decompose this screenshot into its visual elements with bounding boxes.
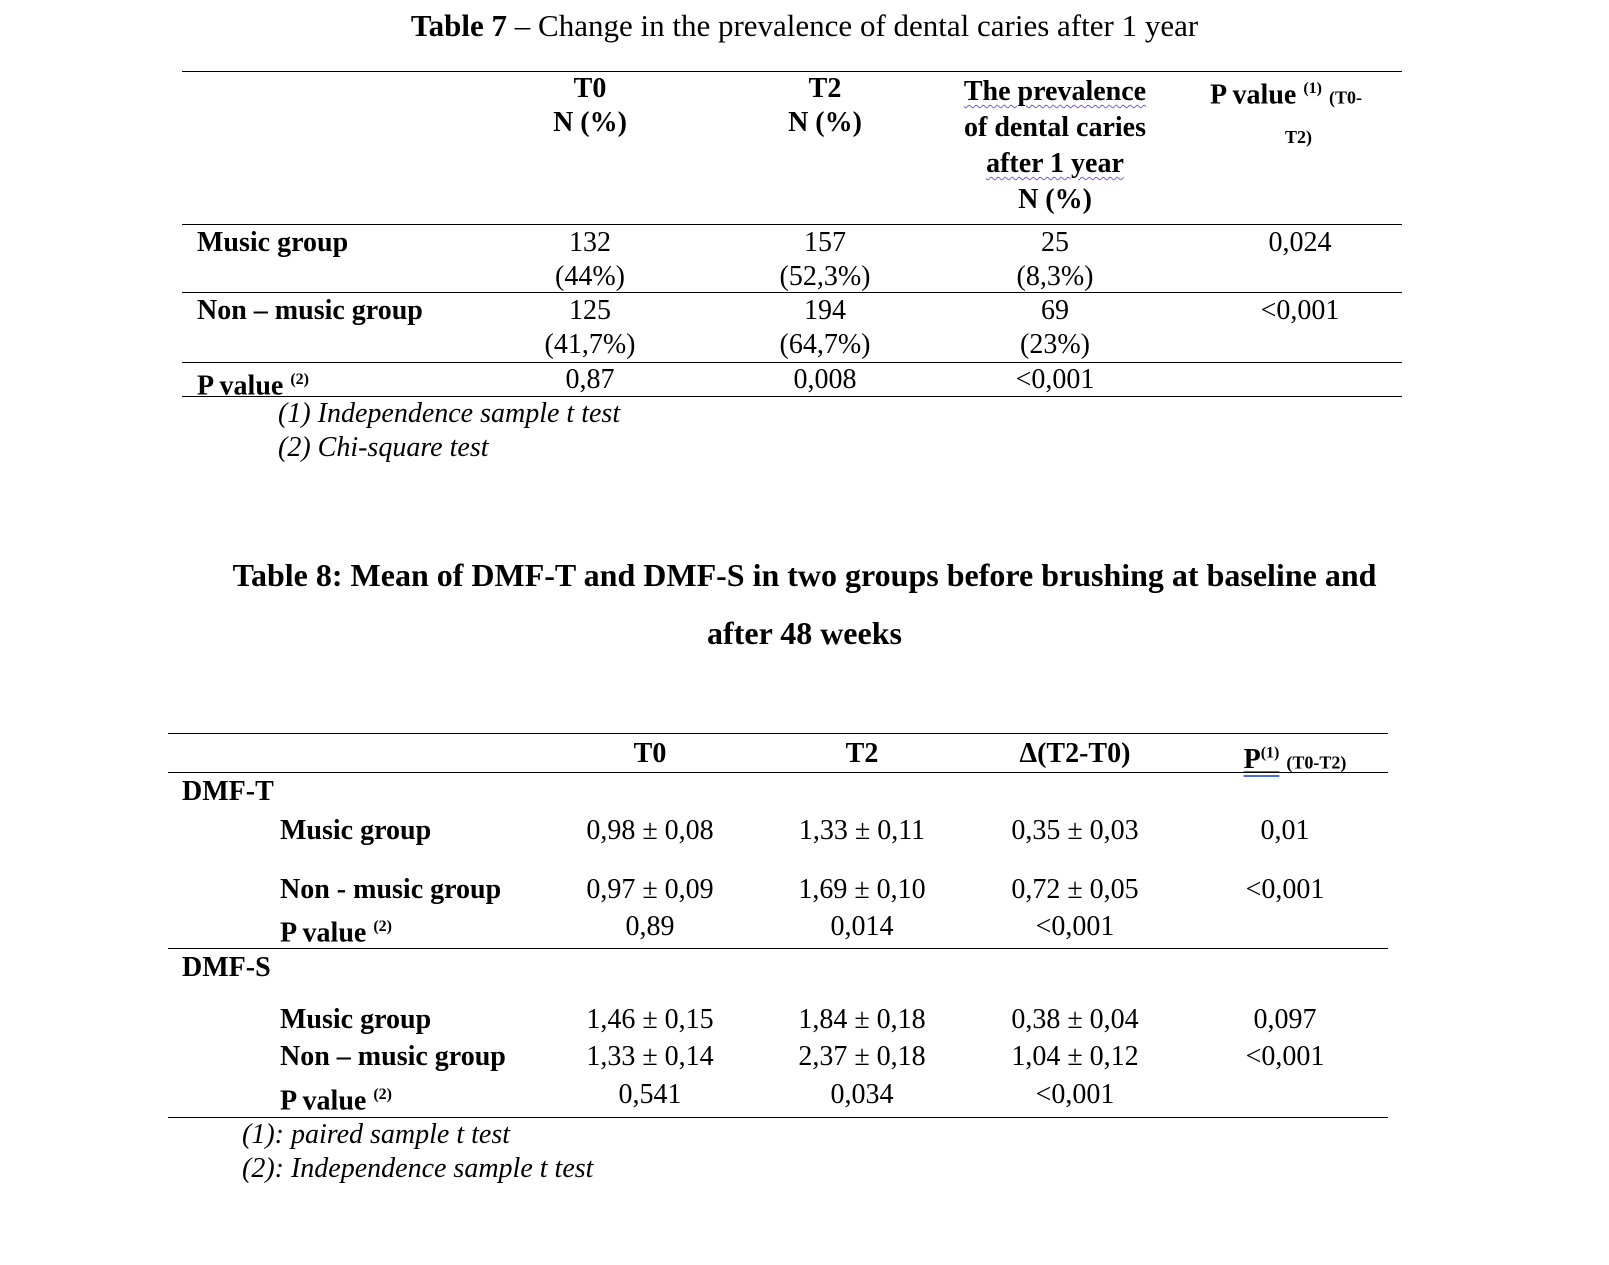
table8-header-t2: T2 (845, 738, 879, 769)
table8-dmft-nonmusic-delta: 0,72 ± 0,05 (1011, 874, 1139, 905)
table7-header-pvalue (1210, 72, 1410, 147)
table7-row-nonmusic-t0 (480, 294, 700, 362)
table7-note-1: (1) Independence sample t test (278, 398, 621, 429)
table7-header-t2 (735, 72, 915, 140)
table8-dmfs-nonmusic-delta: 1,04 ± 0,12 (1011, 1041, 1139, 1072)
table7-row-music-prev (945, 226, 1165, 294)
table7-row-nonmusic-t2 (715, 294, 935, 362)
table8-dmft-pvalue-t0: 0,89 (625, 911, 675, 942)
table7-row-nonmusic-t0-pct: (41,7%) (544, 329, 636, 360)
table7-header-rule (182, 224, 1402, 225)
table8-header-t0: T0 (633, 738, 667, 769)
table8-dmft-pvalue-label-text: P value (280, 917, 367, 949)
table8-dmfs-nonmusic-t0: 1,33 ± 0,14 (586, 1041, 714, 1072)
table7-header-prev-line3: after 1 year (986, 148, 1124, 179)
table8-dmfs-label: DMF-S (182, 952, 271, 983)
table8-dmft-nonmusic-t2: 1,69 ± 0,10 (798, 874, 926, 905)
table7-row-nonmusic-t2-pct: (64,7%) (779, 329, 871, 360)
table8-dmft-nonmusic-p: <0,001 (1245, 874, 1325, 905)
table8-dmfs-nonmusic-label: Non – music group (280, 1041, 506, 1072)
table7-row-nonmusic-prev (945, 294, 1165, 362)
table8-title-line2: after 48 weeks (707, 615, 902, 651)
table7-row-rule-1 (182, 292, 1402, 293)
table8-note-1: (1): paired sample t test (242, 1119, 511, 1150)
table7-row-music-t0-pct: (44%) (555, 261, 625, 292)
table7-note-2: (2) Chi-square test (278, 432, 489, 463)
table7-row-nonmusic-p: <0,001 (1260, 295, 1340, 326)
table7-row-music-label: Music group (197, 227, 349, 258)
table8-dmft-music-label: Music group (280, 815, 432, 846)
table7-row-music-t2-pct: (52,3%) (779, 261, 871, 292)
table7-pvalue-prev: <0,001 (1015, 364, 1095, 395)
table8-header-p-sub: (T0-T2) (1286, 752, 1347, 773)
table7-row-nonmusic-label: Non – music group (197, 295, 423, 326)
table7-row-nonmusic-prev-pct: (23%) (1020, 329, 1090, 360)
table7-header-prev-line2: of dental caries (964, 112, 1146, 143)
table7-row-nonmusic-prev-n: 69 (1041, 295, 1069, 326)
table8-dmfs-nonmusic-t2: 2,37 ± 0,18 (798, 1041, 926, 1072)
table8-title-line1: Table 8: Mean of DMF-T and DMF-S in two groups before brushing at baseline and (232, 557, 1377, 593)
table8-dmft-music-t2: 1,33 ± 0,11 (798, 815, 926, 846)
table8-top-rule (168, 733, 1388, 734)
table8-dmfs-music-p: 0,097 (1253, 1004, 1317, 1035)
table8-dmfs-pvalue-label-text: P value (280, 1085, 367, 1117)
table8-header-delta: Δ(T2-T0) (1019, 738, 1131, 769)
table7-row-music-t2 (715, 226, 935, 294)
table8-dmft-music-t0: 0,98 ± 0,08 (586, 815, 714, 846)
table8-mid-rule (168, 948, 1388, 949)
table7-header-pvalue-sup: (1) (1303, 80, 1322, 97)
table8-dmft-pvalue-sup: (2) (373, 918, 392, 935)
table8-dmfs-music-t0: 1,46 ± 0,15 (586, 1004, 714, 1035)
table7-row-music-prev-n: 25 (1041, 227, 1069, 258)
table7-header-t2-label: T2 (808, 73, 842, 104)
table8-dmft-label: DMF-T (182, 776, 274, 807)
table7-header-pvalue-sub1: (T0- (1329, 87, 1362, 108)
table8-dmft-music-p: 0,01 (1260, 815, 1310, 846)
table7-row-music-p: 0,024 (1268, 227, 1332, 258)
table8-dmfs-music-delta: 0,38 ± 0,04 (1011, 1004, 1139, 1035)
table8-dmfs-nonmusic-p: <0,001 (1245, 1041, 1325, 1072)
table8-header-p-label: P (1243, 744, 1261, 776)
table8-dmft-music-delta: 0,35 ± 0,03 (1011, 815, 1139, 846)
table7-row-music-t0 (480, 226, 700, 294)
table7-title (0, 8, 1609, 44)
table7-title-text: – Change in the prevalence of dental caries after 1 year (507, 8, 1199, 43)
table7-header-pvalue-sub2: T2) (1285, 127, 1312, 147)
table8-dmfs-music-label: Music group (280, 1004, 432, 1035)
table7-title-number: Table 7 (410, 8, 508, 43)
table8-dmfs-pvalue-label (280, 1078, 392, 1118)
table8-dmfs-music-t2: 1,84 ± 0,18 (798, 1004, 926, 1035)
table7-header-t2-sub: N (%) (788, 107, 862, 138)
table8-dmft-pvalue-label (280, 910, 392, 950)
table8-dmfs-pvalue-sup: (2) (373, 1086, 392, 1103)
table8-dmft-pvalue-delta: <0,001 (1035, 911, 1115, 942)
table7-pvalue-row-label-text: P value (197, 370, 284, 402)
table7-pvalue-t2: 0,008 (793, 364, 857, 395)
table8-title (0, 546, 1609, 662)
table7-pvalue-row-sup: (2) (290, 371, 309, 388)
table8-dmft-nonmusic-label: Non - music group (280, 874, 502, 905)
table7-row-music-t2-n: 157 (804, 227, 846, 258)
table8-dmft-pvalue-t2: 0,014 (830, 911, 894, 942)
table7-row-nonmusic-t2-n: 194 (804, 295, 846, 326)
table7-header-prevalence (920, 74, 1190, 218)
table7-header-prev-line1: The prevalence (963, 76, 1147, 107)
table7-header-t0 (500, 72, 680, 140)
table7-header-t0-sub: N (%) (553, 107, 627, 138)
table8-header-rule (168, 772, 1388, 773)
table7-row-music-prev-pct: (8,3%) (1016, 261, 1094, 292)
table7-row-music-t0-n: 132 (569, 227, 611, 258)
table8-dmfs-pvalue-t2: 0,034 (830, 1079, 894, 1110)
table7-header-pvalue-label: P value (1210, 79, 1297, 111)
table7-header-t0-label: T0 (573, 73, 607, 104)
table8-dmfs-pvalue-delta: <0,001 (1035, 1079, 1115, 1110)
table8-dmfs-pvalue-t0: 0,541 (618, 1079, 682, 1110)
table7-header-prev-line4: N (%) (1018, 184, 1092, 215)
table8-header-p-sup: (1) (1260, 745, 1280, 762)
table8-note-2: (2): Independence sample t test (242, 1153, 594, 1184)
table7-pvalue-t0: 0,87 (565, 364, 615, 395)
table7-row-nonmusic-t0-n: 125 (569, 295, 611, 326)
table8-dmft-nonmusic-t0: 0,97 ± 0,09 (586, 874, 714, 905)
